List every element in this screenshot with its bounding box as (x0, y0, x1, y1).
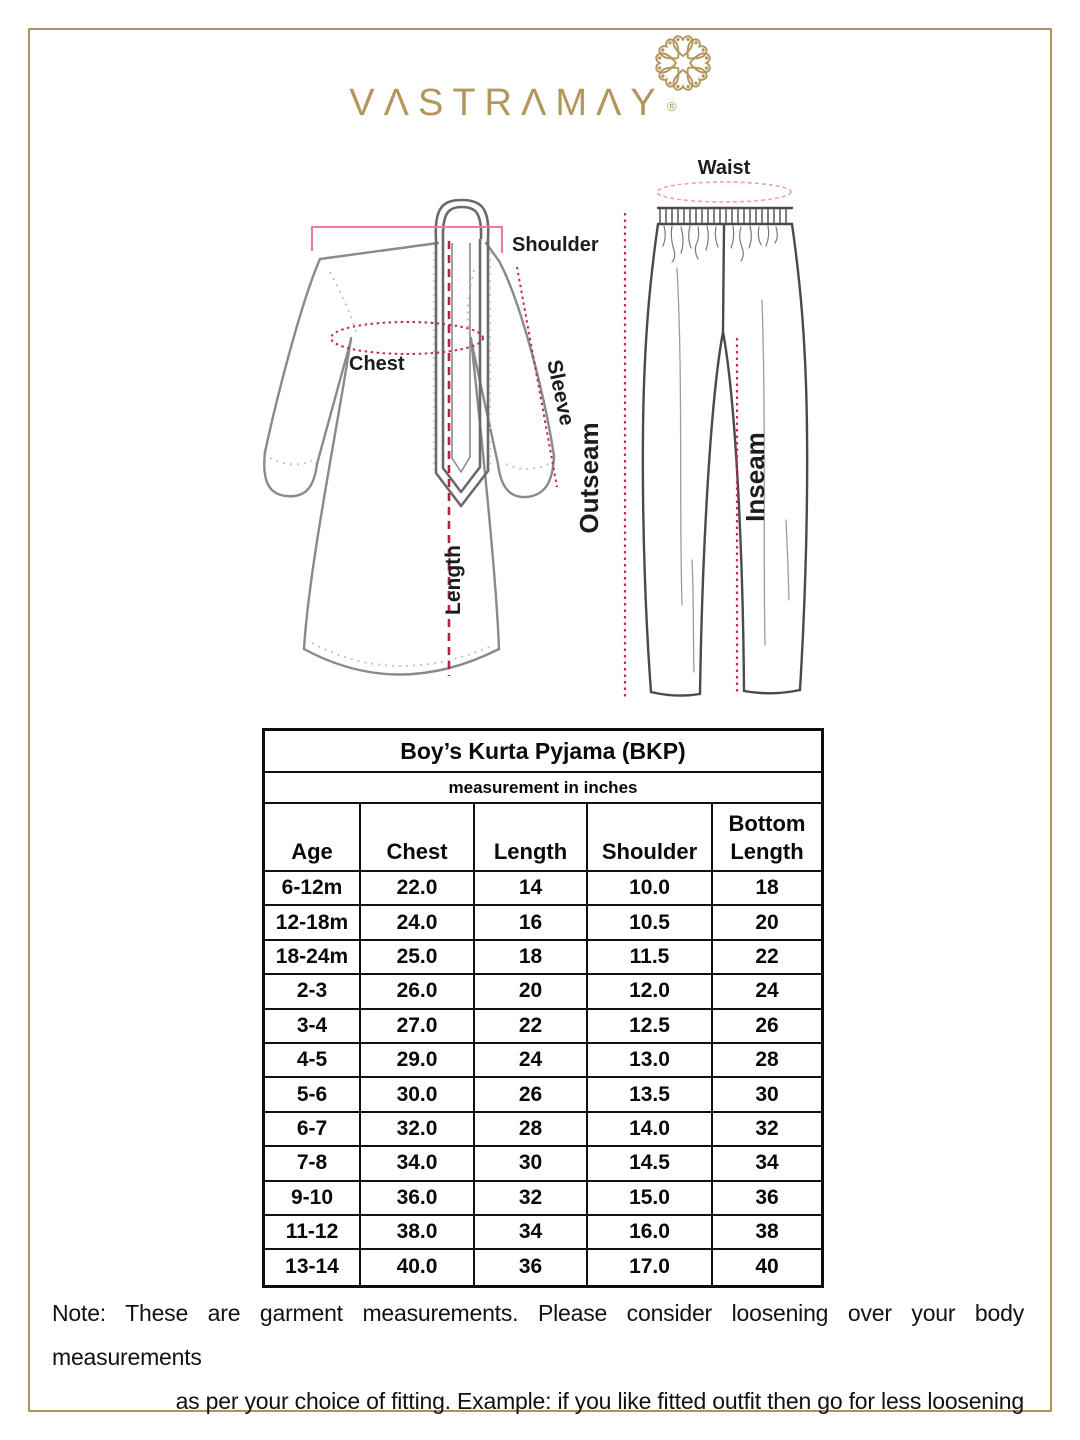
measurement-diagram (240, 140, 900, 740)
pyjama-gathers (663, 226, 789, 672)
chest-measure-ellipse (331, 322, 483, 354)
column-header-length: Length (475, 804, 588, 872)
table-cell: 2-3 (265, 975, 361, 1009)
table-cell: 36.0 (361, 1182, 475, 1216)
table-cell: 36 (713, 1182, 821, 1216)
table-cell: 29.0 (361, 1044, 475, 1078)
table-cell: 36 (475, 1250, 588, 1284)
table-cell: 26 (713, 1010, 821, 1044)
table-cell: 13.5 (588, 1078, 713, 1112)
table-cell: 26.0 (361, 975, 475, 1009)
table-cell: 24 (475, 1044, 588, 1078)
table-cell: 38 (713, 1216, 821, 1250)
table-cell: 12.0 (588, 975, 713, 1009)
table-cell: 14.5 (588, 1147, 713, 1181)
table-cell: 20 (713, 906, 821, 940)
table-cell: 13.0 (588, 1044, 713, 1078)
size-table-subtitle: measurement in inches (265, 773, 821, 804)
table-cell: 6-12m (265, 872, 361, 906)
size-table-title: Boy’s Kurta Pyjama (BKP) (265, 731, 821, 773)
table-cell: 22 (475, 1010, 588, 1044)
kurta-stitch-dots (270, 252, 549, 666)
table-cell: 10.5 (588, 906, 713, 940)
table-cell: 13-14 (265, 1250, 361, 1284)
table-cell: 10.0 (588, 872, 713, 906)
brand-logo: VΛSTRΛMΛY (349, 82, 665, 124)
table-cell: 22 (713, 941, 821, 975)
table-cell: 30 (475, 1147, 588, 1181)
table-cell: 11.5 (588, 941, 713, 975)
table-cell: 11-12 (265, 1216, 361, 1250)
table-cell: 3-4 (265, 1010, 361, 1044)
table-cell: 40.0 (361, 1250, 475, 1284)
shoulder-label: Shoulder (512, 234, 599, 256)
size-table (262, 728, 824, 1288)
table-cell: 17.0 (588, 1250, 713, 1284)
table-cell: 30 (713, 1078, 821, 1112)
table-cell: 7-8 (265, 1147, 361, 1181)
table-cell: 15.0 (588, 1182, 713, 1216)
table-cell: 27.0 (361, 1010, 475, 1044)
column-header-age: Age (265, 804, 361, 872)
table-cell: 20 (475, 975, 588, 1009)
kurta-outline (264, 243, 554, 675)
inseam-label: Inseam (740, 432, 770, 522)
table-cell: 38.0 (361, 1216, 475, 1250)
column-header-shoulder: Shoulder (588, 804, 713, 872)
note-line-2: as per your choice of fitting. Example: if you like fitted outfit then go for less loosening (175, 1388, 1024, 1414)
sleeve-label: Sleeve (542, 357, 579, 428)
table-cell: 25.0 (361, 941, 475, 975)
table-cell: 26 (475, 1078, 588, 1112)
table-cell: 16.0 (588, 1216, 713, 1250)
table-cell: 4-5 (265, 1044, 361, 1078)
table-cell: 34.0 (361, 1147, 475, 1181)
length-label: Length (442, 545, 465, 615)
table-cell: 28 (713, 1044, 821, 1078)
table-cell: 12-18m (265, 906, 361, 940)
column-header-chest: Chest (361, 804, 475, 872)
table-cell: 14.0 (588, 1113, 713, 1147)
chest-label: Chest (349, 353, 405, 375)
table-cell: 24 (713, 975, 821, 1009)
table-cell: 16 (475, 906, 588, 940)
table-cell: 9-10 (265, 1182, 361, 1216)
table-cell: 30.0 (361, 1078, 475, 1112)
outseam-label: Outseam (574, 422, 604, 534)
note-line-1: Note: These are garment measurements. Please consider loosening over your body measurements (52, 1300, 1024, 1370)
table-cell: 40 (755, 1255, 779, 1279)
table-cell: 32.0 (361, 1113, 475, 1147)
table-cell: 28 (475, 1113, 588, 1147)
table-cell: 6-7 (265, 1113, 361, 1147)
table-cell: 5-6 (265, 1078, 361, 1112)
waist-label: Waist (697, 157, 751, 179)
table-cell: 32 (475, 1182, 588, 1216)
shoulder-measure-line (312, 227, 502, 253)
table-cell: 22.0 (361, 872, 475, 906)
table-cell: 18 (475, 941, 588, 975)
column-header-bottom-length: Bottom Length (713, 804, 821, 872)
table-cell: 14 (475, 872, 588, 906)
table-cell: 34 (713, 1147, 821, 1181)
registered-trademark: ® (667, 99, 677, 114)
pyjama-outline (643, 208, 807, 696)
table-cell: 18 (713, 872, 821, 906)
table-cell: 18-24m (265, 941, 361, 975)
table-cell: 24.0 (361, 906, 475, 940)
table-cell: 12.5 (588, 1010, 713, 1044)
waist-measure-ellipse (657, 182, 791, 202)
table-cell: 32 (713, 1113, 821, 1147)
table-cell: 34 (475, 1216, 588, 1250)
measurement-note (52, 1291, 1024, 1423)
